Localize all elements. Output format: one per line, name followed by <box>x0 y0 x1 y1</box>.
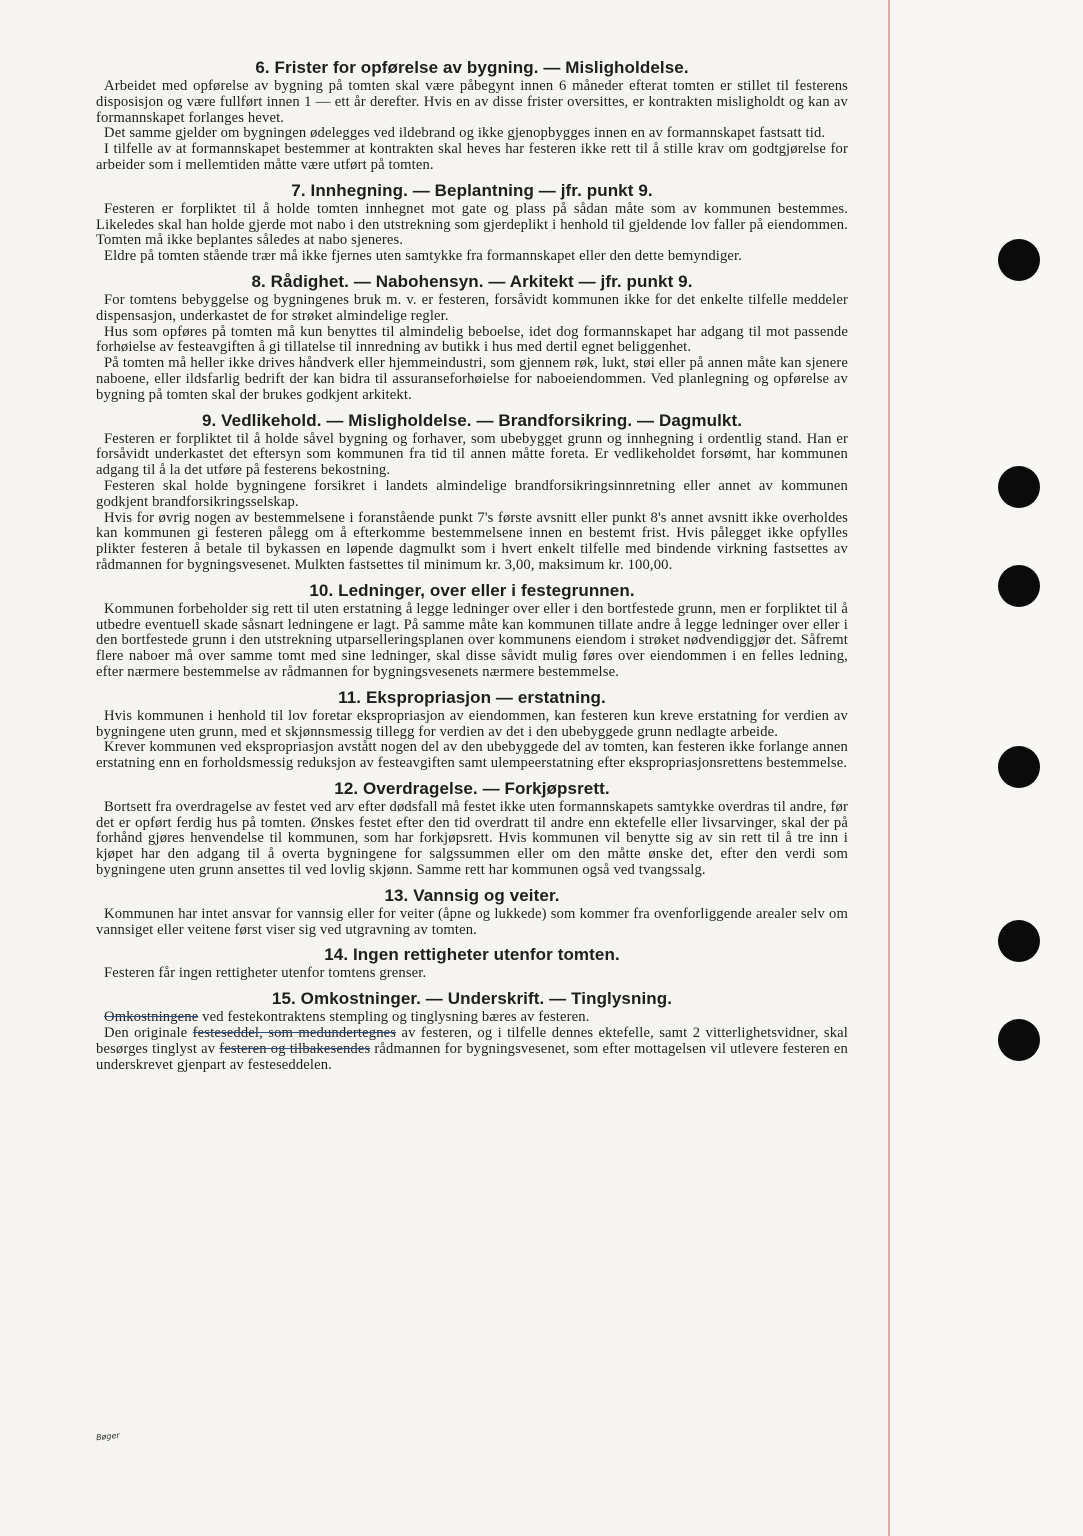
section-paragraph: I tilfelle av at formannskapet bestemmer at kontrakten skal heves har festeren ikke rett til å stille krav om godtgjørelse for arbeider som i mellemtiden måtte være utført på tomten. <box>96 141 848 173</box>
struck-text: festeseddel, som medundertegnes <box>192 1025 397 1042</box>
section-paragraph: På tomten må heller ikke drives håndverk eller hjemmeindustri, som gjennem røk, lukt, støi eller på annen måte kan sjenere naboene, eller ildsfarlig bedrift der kan bidra til assuranseforhøielse for naboeiendommen. Ved planlegning og opførelse av bygning på tomten skal der brukes godkjent arkitekt. <box>96 355 848 403</box>
section <box>96 58 848 174</box>
right-margin-strip <box>890 0 1083 1536</box>
section-heading: 9. Vedlikehold. — Misligholdelse. — Brandforsikring. — Dagmulkt. <box>201 410 743 430</box>
section <box>96 581 848 681</box>
section <box>96 886 848 939</box>
printer-stamp: Bøger <box>95 1430 121 1443</box>
section <box>96 181 848 265</box>
document-body <box>96 58 848 1073</box>
section-heading: 14. Ingen rettigheter utenfor tomten. <box>324 945 620 965</box>
punch-hole <box>998 1019 1040 1061</box>
section-paragraph <box>96 1026 848 1073</box>
punch-hole <box>998 746 1040 788</box>
struck-text: festeren og tilbakesendes <box>219 1040 371 1057</box>
paragraph-text: ved festekontraktens stempling og tinglysning bæres av festeren. <box>198 1009 590 1026</box>
section-heading: 8. Rådighet. — Nabohensyn. — Arkitekt — jfr. punkt 9. <box>251 271 693 291</box>
paragraph-text: rådmannen for bygningsvesenet, som efter mottagelsen vil utlevere festeren en underskrevet gjenpart av festeseddelen. <box>96 1040 848 1073</box>
section-paragraph: Arbeidet med opførelse av bygning på tomten skal være påbegynt innen 6 måneder efterat tomten er stillet til festerens disposisjon og være fullført innen 1 — ett år derefter. Hvis en av disse frister oversittes, er kontrakten misligholdt og kan av formannskapet forlanges hevet. <box>96 78 848 126</box>
punch-hole <box>998 920 1040 962</box>
section-paragraph: Hvis kommunen i henhold til lov foretar ekspropriasjon av eiendommen, kan festeren kun kreve erstatning for verdien av bygningene uten grunn, med et skjønnsmessig tillegg for verdien av det i den ubebyggede grunn nedlagte arbeide. <box>96 707 848 740</box>
section-heading: 7. Innhegning. — Beplantning — jfr. punkt 9. <box>291 180 653 200</box>
section-paragraph: Festeren skal holde bygningene forsikret i landets almindelige brandforsikringsinnretning eller annet av kommunen godkjent brandforsikringsselskap. <box>96 477 848 510</box>
section-paragraph <box>96 1010 848 1026</box>
section-paragraph: Festeren er forpliktet til å holde såvel bygning og forhaver, som ubebygget grunn og innhegning i ordentlig stand. Han er forsåvidt underkastet det eftersyn som kommunen fra tid til annen måtte foreta. Er vedlikeholdet forsømt, har kommunen adgang til å la det utføre på festerens bekostning. <box>96 430 848 479</box>
sections <box>96 58 848 982</box>
punch-hole <box>998 466 1040 508</box>
section-paragraph: Det samme gjelder om bygningen ødelegges ved ildebrand og ikke gjenopbygges innen en av formannskapet fastsatt tid. <box>104 125 826 142</box>
section <box>96 411 848 574</box>
punch-hole <box>998 565 1040 607</box>
section <box>96 945 848 982</box>
section-15 <box>96 989 848 1073</box>
red-margin-line <box>888 0 890 1536</box>
section <box>96 272 848 404</box>
section <box>96 688 848 772</box>
section-paragraph: Bortsett fra overdragelse av festet ved arv efter dødsfall må festet ikke uten formannskapets samtykke overdras til andre, før det er opført ferdig hus på tomten. Ønskes festet efter den tid overdratt til andre enn ektefelle eller livsarvinger, skal der på forhånd gjøres henvendelse til kommunen, som har forkjøpsrett. Hvis kommunen vil benytte sig av sin rett til å tre inn i kjøpet har den adgang til å overta bygningene for salgssummen eller om den måtte ønske det, efter den verdi som bygningene uten grunn ansettes til ved lovlig skjønn. Samme rett har kommunen også ved tvangssalg. <box>96 798 848 879</box>
section-paragraph: Festeren får ingen rettigheter utenfor tomtens grenser. <box>104 965 427 982</box>
section-heading: 12. Overdragelse. — Forkjøpsrett. <box>334 778 610 798</box>
section-paragraph: Hvis for øvrig nogen av bestemmelsene i foranstående punkt 7's første avsnitt eller punkt 8's annet avsnitt ikke overholdes kan kommunen gi festeren pålegg om å efterkomme bestemmelsene innen en bestemt frist. Hvis pålegget ikke opfylles plikter festeren å betale til bykassen en løpende dagmulkt som i hvert enkelt tilfelle med bindende virkning fastsettes av rådmannen for bygningsvesenet. Mulkten fastsettes til minimum kr. 3,00, maksimum kr. 100,00. <box>96 509 848 573</box>
section-heading: 6. Frister for opførelse av bygning. — Misligholdelse. <box>255 58 689 77</box>
section-heading: 10. Ledninger, over eller i festegrunnen. <box>309 580 635 600</box>
punch-hole <box>998 239 1040 281</box>
paragraph-text: av festeren, og i tilfelle dennes ektefelle, samt 2 vitterlighetsvidner, skal besørges tinglyst av <box>96 1025 848 1057</box>
section-heading: 15. Omkostninger. — Underskrift. — Tinglysning. <box>271 989 673 1009</box>
section-heading: 13. Vannsig og veiter. <box>384 885 560 905</box>
section <box>96 779 848 879</box>
section-paragraph: Kommunen forbeholder sig rett til uten erstatning å legge ledninger over eller i den bortfestede grunn, men er forpliktet til å utbedre eventuell skade såsnart ledningene er lagt. På samme måte kan kommunen tillate andre å legge ledninger over eller i den bortfestede grunn i den utstrekning utparselleringsplanen over kommunens eiendom i strøket nødvendiggjør det. Såfremt flere naboer må over samme tomt med sine ledninger, skal disse såvidt mulig føres over eiendommen i en felles ledning, efter nærmere bestemmelse av rådmannen for bygningsvesenets nærmere bestemmelse. <box>96 600 848 680</box>
section-paragraph: Eldre på tomten stående trær må ikke fjernes uten samtykke fra formannskapet eller den dette bemyndiger. <box>104 248 743 265</box>
section-paragraph: Festeren er forpliktet til å holde tomten innhegnet mot gate og plass på sådan måte som av kommunen bestemmes. Likeledes skal han holde gjerde mot nabo i den utstrekning som gjerdeplikt i henhold til gjeldende lov faller på eiendommen. Tomten må ikke beplantes således at nabo sjeneres. <box>96 200 848 249</box>
struck-text: Omkostningene <box>104 1009 199 1026</box>
section-paragraph: Kommunen har intet ansvar for vannsig eller for veiter (åpne og lukkede) som kommer fra ovenforliggende arealer selv om vannsiget eller veitene først viser sig ved utgravning av tomten. <box>96 905 848 938</box>
paragraph-text: Den originale <box>104 1025 193 1042</box>
section-paragraph: Hus som opføres på tomten må kun benyttes til almindelig beboelse, idet dog formannskapet har adgang til mot passende forhøielse av festeavgiften å gi tillatelse til innredning av butikk i hus med dertil egnet beliggenhet. <box>96 323 848 356</box>
section-heading: 11. Ekspropriasjon — erstatning. <box>338 687 606 707</box>
section-paragraph: For tomtens bebyggelse og bygningenes bruk m. v. er festeren, forsåvidt kommunen ikke for det enkelte tilfelle meddeler dispensasjon, underkastet de for strøket almindelige regler. <box>96 291 848 324</box>
section-paragraph: Krever kommunen ved ekspropriasjon avstått nogen del av den ubebyggede del av tomten, kan festeren ikke forlange annen erstatning enn en forholdsmessig reduksjon av festeavgiften samt ulempeerstatning efter ekspropriasjonsrettens bestemmelse. <box>96 739 848 772</box>
